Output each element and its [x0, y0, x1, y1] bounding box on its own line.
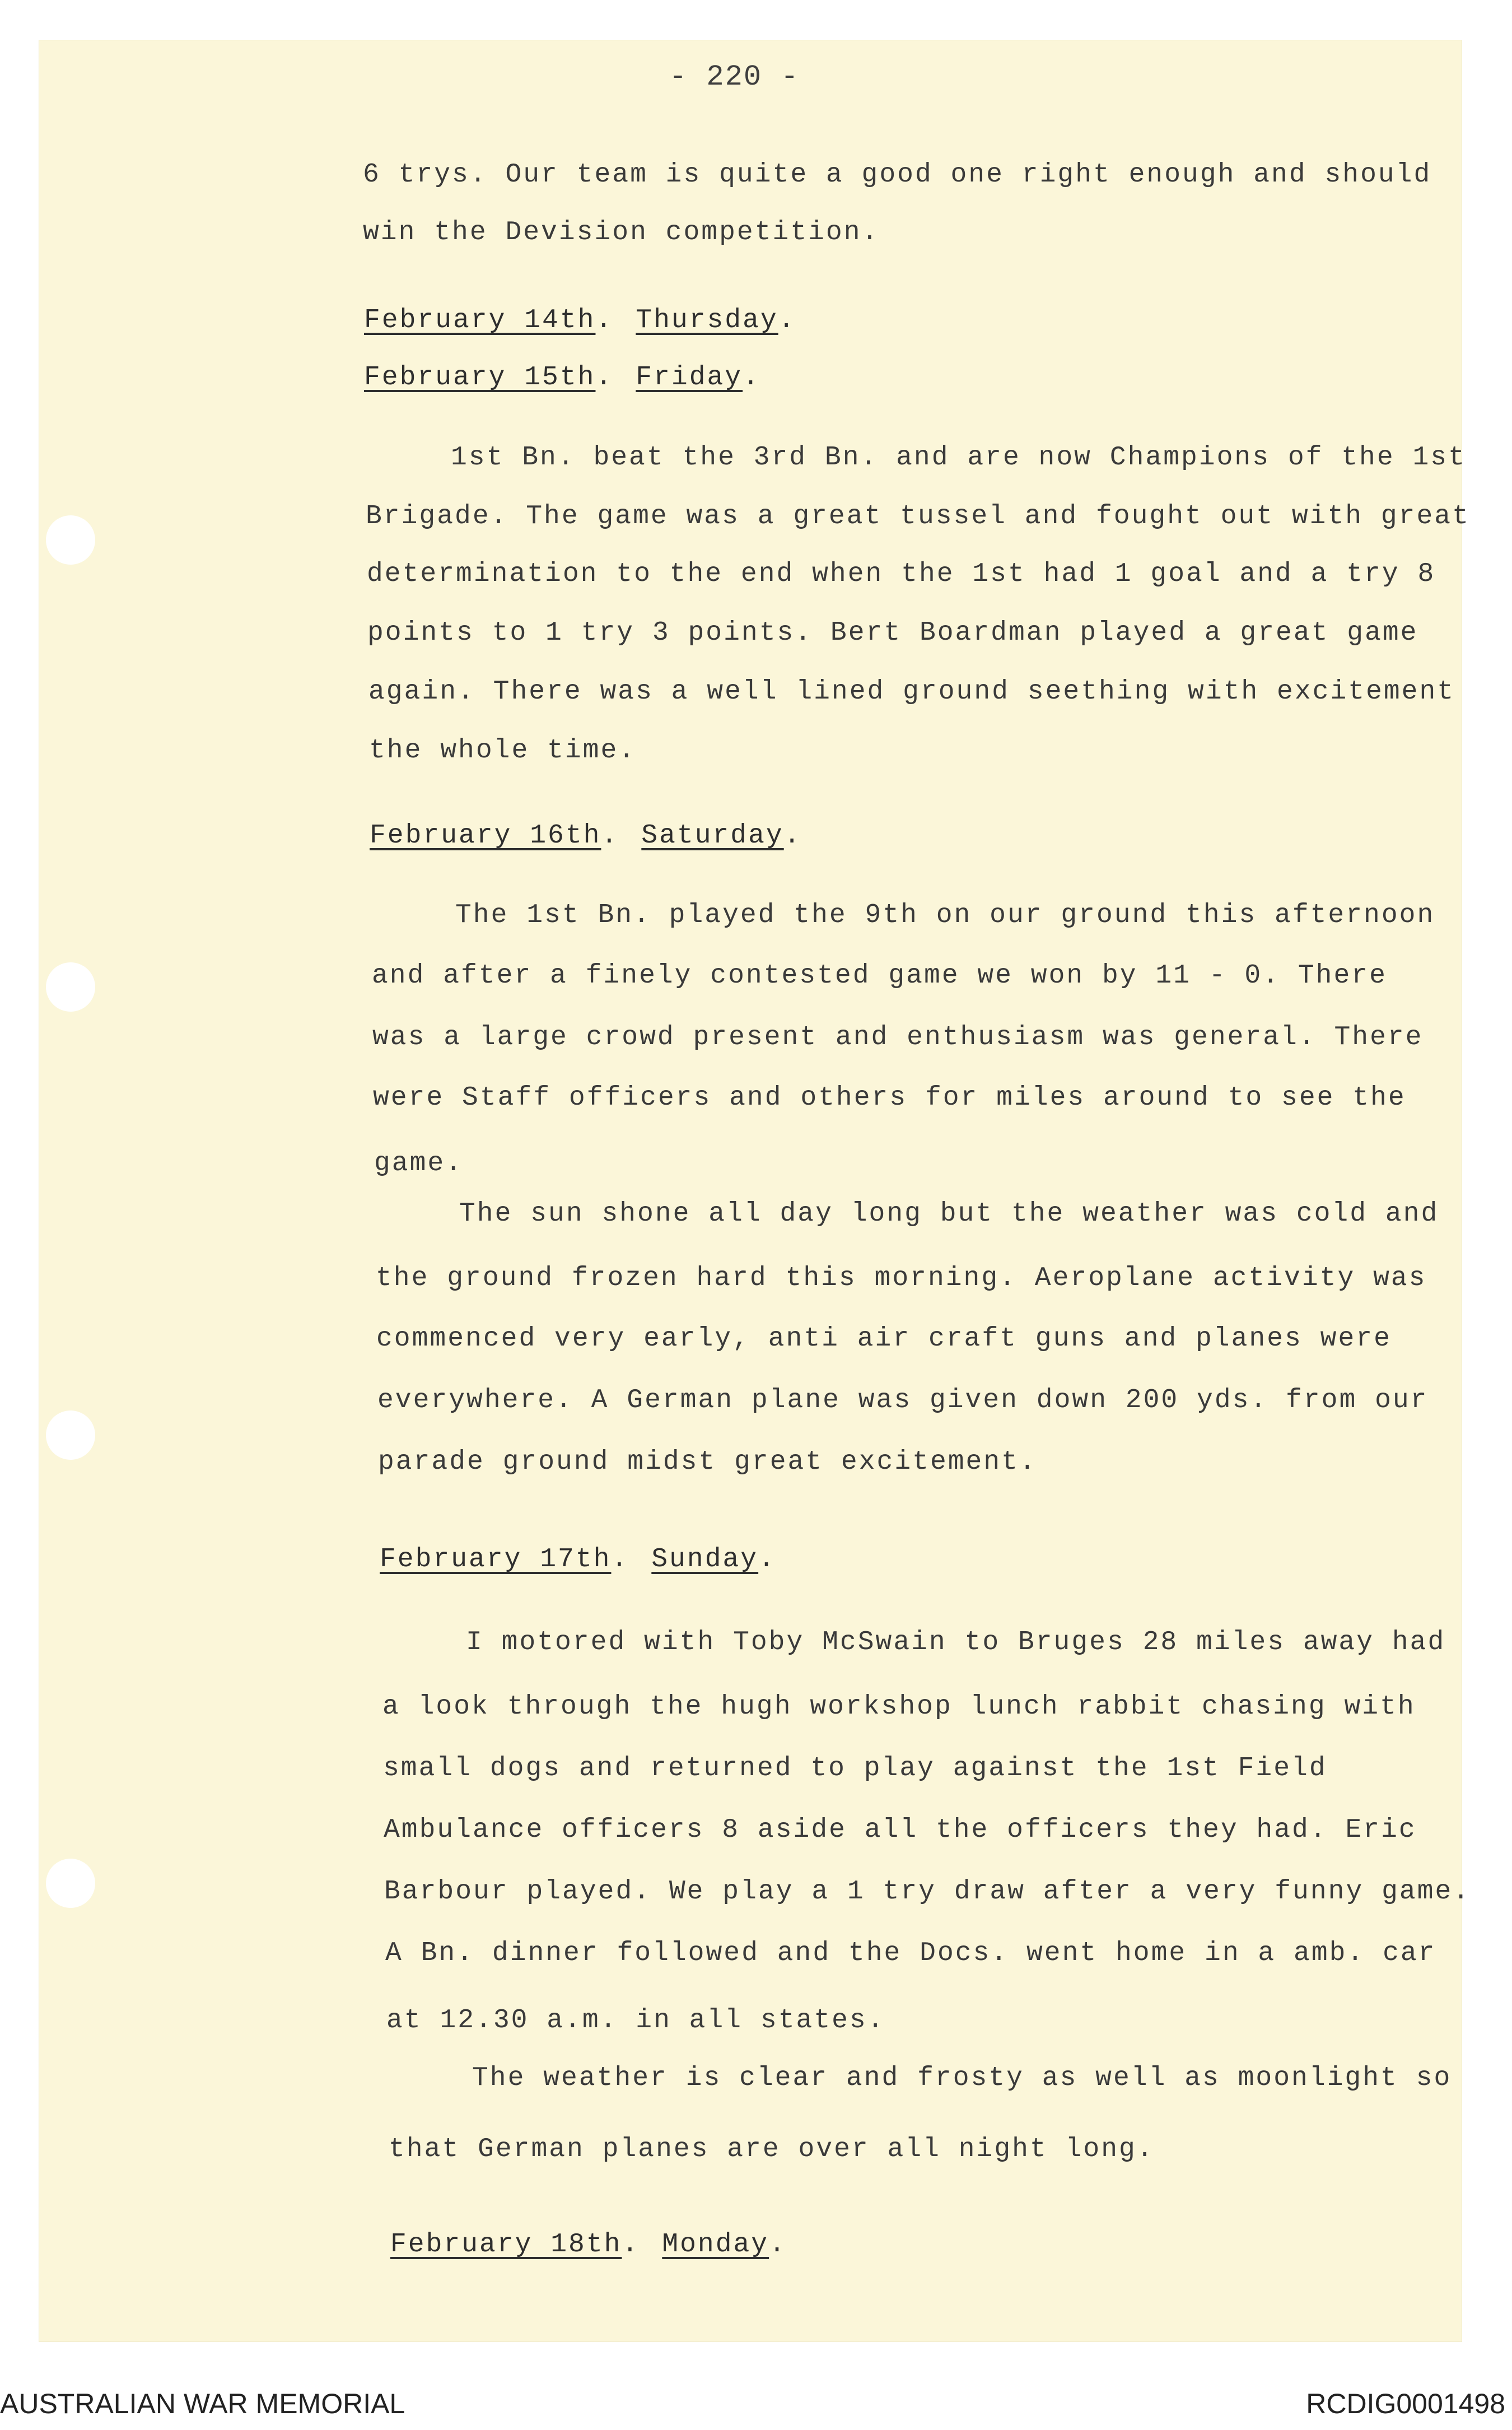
text-line: were Staff officers and others for miles around to see the: [373, 1083, 1406, 1113]
text-line: Brigade. The game was a great tussel and fought out with great: [366, 501, 1470, 532]
text-line: The 1st Bn. played the 9th on our ground this afternoon: [455, 900, 1435, 930]
text-line: small dogs and returned to play against the 1st Field: [383, 1753, 1327, 1784]
entry-date: February 17th: [380, 1544, 612, 1575]
entry-heading-feb18: February 18th. Monday.: [390, 2229, 787, 2260]
text-line: commenced very early, anti air craft guns and planes were: [376, 1324, 1392, 1354]
text-line: the whole time.: [369, 735, 637, 766]
text-line: The sun shone all day long but the weather was cold and: [459, 1199, 1439, 1229]
text-line: parade ground midst great excitement.: [378, 1447, 1037, 1477]
text-line: game.: [374, 1148, 464, 1179]
text-line: 6 trys. Our team is quite a good one right enough and should: [363, 160, 1432, 190]
punch-hole: [46, 962, 95, 1012]
punch-hole: [46, 1859, 95, 1908]
entry-date: February 14th: [364, 305, 596, 336]
punch-hole: [46, 515, 95, 565]
entry-heading-feb15: February 15th. Friday.: [364, 362, 760, 393]
text-line: the ground frozen hard this morning. Aeroplane activity was: [376, 1263, 1427, 1293]
text-line: at 12.30 a.m. in all states.: [386, 2005, 885, 2036]
text-line: everywhere. A German plane was given down 200 yds. from our: [377, 1385, 1429, 1416]
punch-hole: [46, 1410, 95, 1460]
entry-day: Saturday: [641, 821, 784, 851]
text-line: determination to the end when the 1st had 1 goal and a try 8: [367, 559, 1436, 589]
text-line: points to 1 try 3 points. Bert Boardman played a great game: [367, 618, 1418, 648]
entry-day: Sunday: [651, 1544, 759, 1575]
entry-date: February 15th: [364, 362, 596, 393]
entry-day: Monday: [662, 2229, 769, 2260]
text-line: that German planes are over all night long.: [389, 2134, 1155, 2164]
text-line: Ambulance officers 8 aside all the officers they had. Eric: [384, 1815, 1417, 1845]
entry-date: February 18th: [390, 2229, 622, 2260]
text-line: I motored with Toby McSwain to Bruges 28 miles away had: [466, 1627, 1446, 1658]
footer-archive-name: AUSTRALIAN WAR MEMORIAL: [0, 2388, 405, 2419]
text-line: was a large crowd present and enthusiasm was general. There: [372, 1022, 1424, 1053]
text-line: Barbour played. We play a 1 try draw after a very funny game.: [384, 1877, 1471, 1907]
text-line: A Bn. dinner followed and the Docs. went home in a amb. car: [385, 1938, 1436, 1968]
text-line: 1st Bn. beat the 3rd Bn. and are now Champions of the 1st: [451, 443, 1466, 473]
text-line: The weather is clear and frosty as well as moonlight so: [472, 2063, 1452, 2093]
entry-heading-feb17: February 17th. Sunday.: [380, 1544, 776, 1575]
footer-record-id: RCDIG0001498: [1306, 2388, 1505, 2419]
entry-day: Friday: [636, 362, 743, 393]
entry-heading-feb16: February 16th. Saturday.: [370, 821, 802, 851]
page-number: - 220 -: [669, 60, 800, 94]
text-line: again. There was a well lined ground seething with excitement: [368, 677, 1455, 707]
entry-heading-feb14: February 14th. Thursday.: [364, 305, 796, 336]
text-line: a look through the hugh workshop lunch rabbit chasing with: [382, 1692, 1416, 1722]
entry-day: Thursday: [636, 305, 778, 336]
text-line: win the Devision competition.: [363, 217, 880, 248]
text-line: and after a finely contested game we won by 11 - 0. There: [372, 961, 1387, 991]
entry-date: February 16th: [370, 821, 601, 851]
